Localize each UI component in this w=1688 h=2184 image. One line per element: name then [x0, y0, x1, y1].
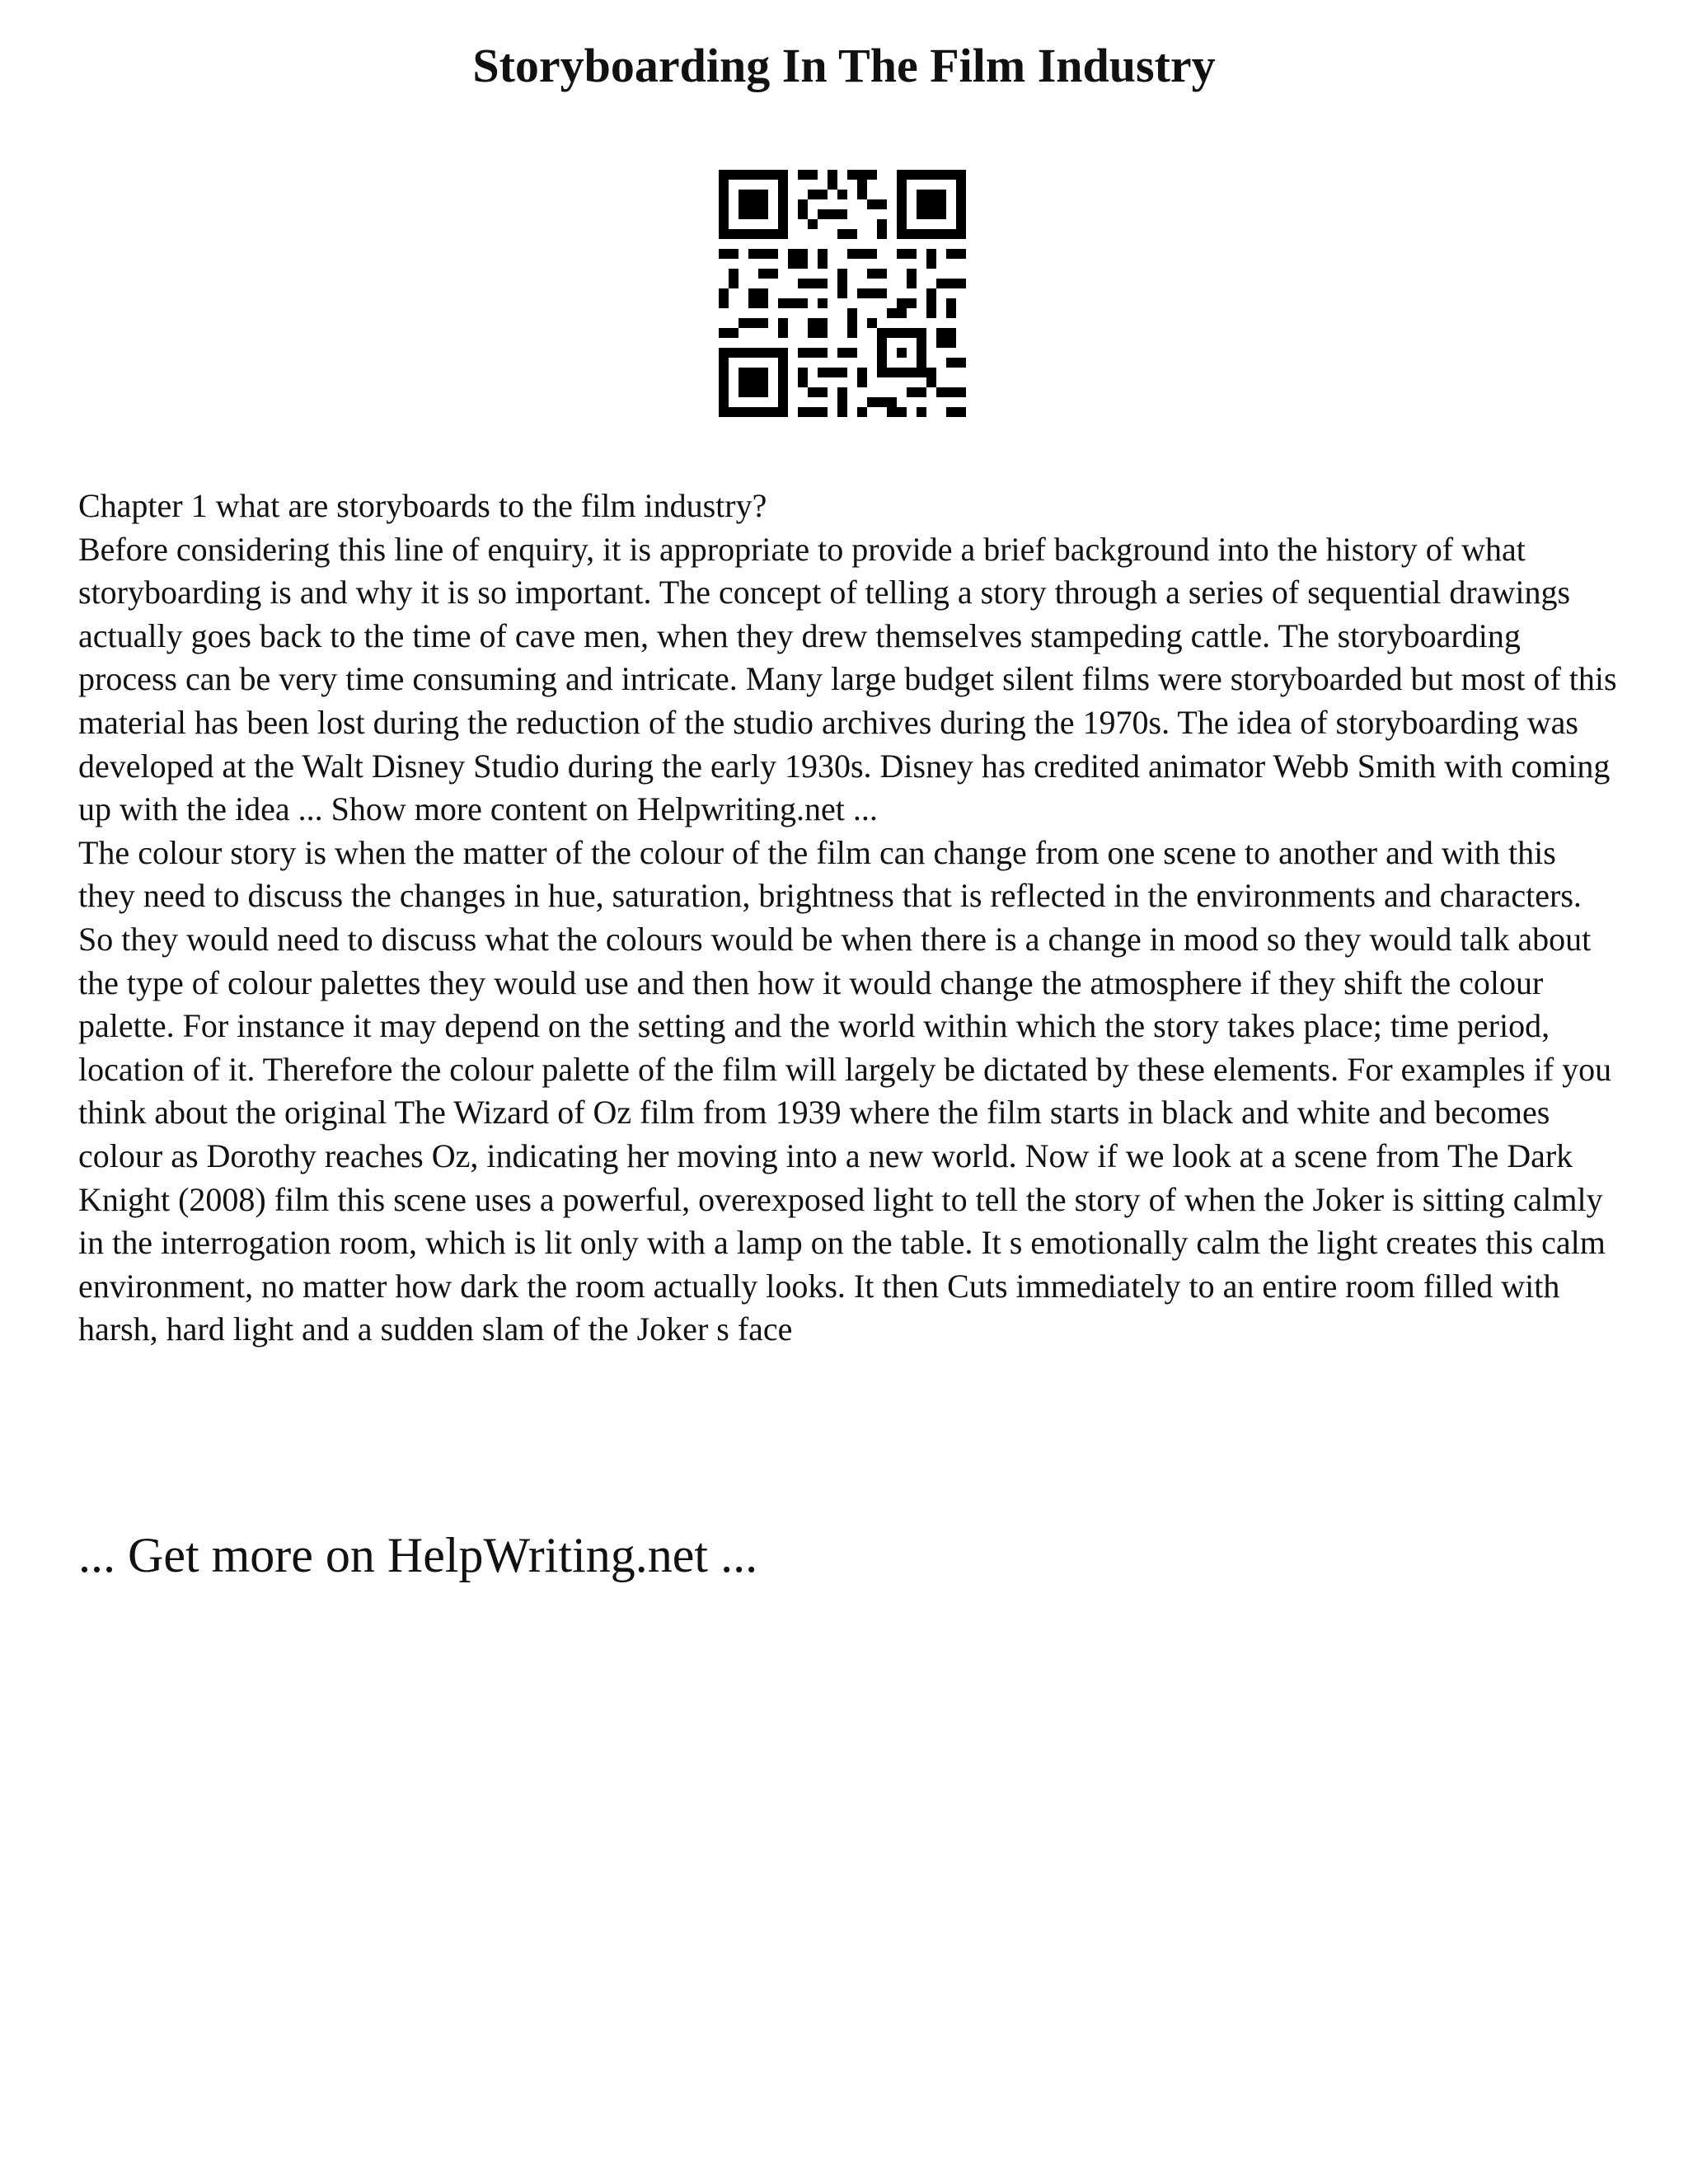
qr-code-icon[interactable]: [719, 170, 966, 417]
paragraph: The colour story is when the matter of the colour of the film can change from one scene to another and with this they need to discuss the changes in hue, saturation, brightness that is reflected in the environments and characters. So they would need to discuss what the colours would be when there is a change in mood so they would talk about the type of colour palettes they would use and then how it would change the atmosphere if they shift the colour palette. For instance it may depend on the setting and the world within which the story takes place; time period, location of it. Therefore the colour palette of the film will largely be dictated by these elements. For examples if you think about the original The Wizard of Oz film from 1939 where the film starts in black and white and becomes colour as Dorothy reaches Oz, indicating her moving into a new world. Now if we look at a scene from The Dark Knight (2008) film this scene uses a powerful, overexposed light to tell the story of when the Joker is sitting calmly in the interrogation room, which is lit only with a lamp on the table. It s emotionally calm the light creates this calm environment, no matter how dark the room actually looks. It then Cuts immediately to an entire room filled with harsh, hard light and a sudden slam of the Joker s face: [78, 833, 1612, 1348]
page-title: Storyboarding In The Film Industry: [472, 39, 1216, 92]
paragraph: Before considering this line of enquiry, it is appropriate to provide a brief background into the history of what storyboarding is and why it is so important. The concept of telling a story through a series of sequential drawings actually goes back to the time of cave men, when they drew themselves stampeding cattle. The storyboarding process can be very time consuming and intricate. Many large budget silent films were storyboarded but most of this material has been lost during the reduction of the studio archives during the 1970s. The idea of storyboarding was developed at the Walt Disney Studio during the early 1930s. Disney has credited animator Webb Smith with coming up with the idea ... Show more content on Helpwriting.net ...: [78, 530, 1617, 828]
get-more-link[interactable]: ... Get more on HelpWriting.net ...: [78, 1528, 758, 1582]
chapter-heading: Chapter 1 what are storyboards to the film industry?: [78, 487, 767, 524]
body-text: [78, 485, 1620, 1352]
